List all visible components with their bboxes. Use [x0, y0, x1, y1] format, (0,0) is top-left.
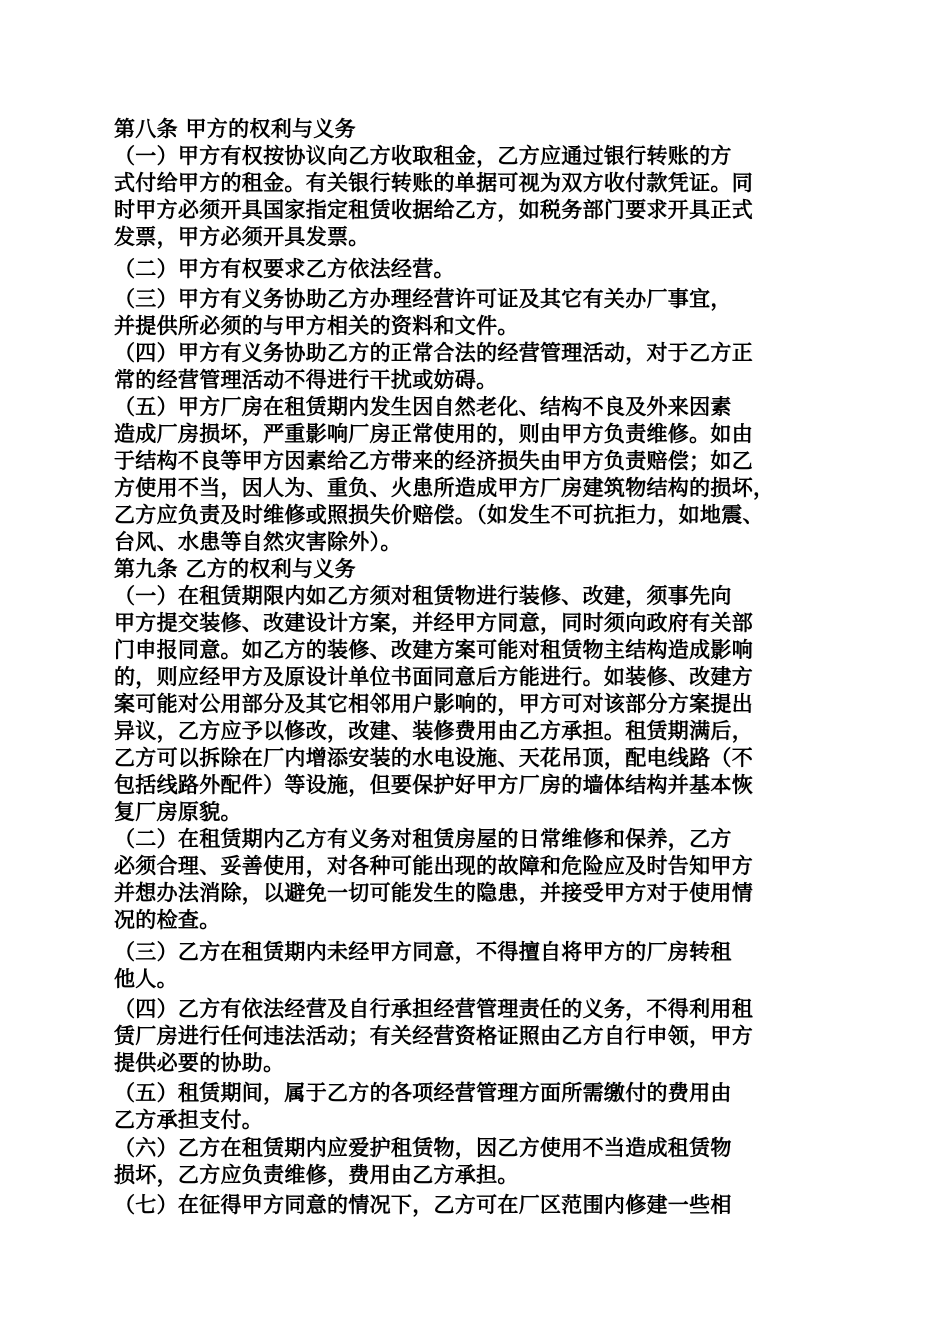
text-line: 式付给甲方的租金。有关银行转账的单据可视为双方收付款凭证。同 [114, 171, 753, 195]
text-line: 包括线路外配件）等设施，但要保护好甲方厂房的墙体结构并基本恢 [114, 773, 753, 797]
article-8-heading: 第八条 甲方的权利与义务 [114, 117, 356, 141]
text-line: 况的检查。 [114, 908, 221, 932]
text-line: 甲方提交装修、改建设计方案，并经甲方同意，同时须向政府有关部 [114, 611, 753, 635]
text-line: 赁厂房进行任何违法活动；有关经营资格证照由乙方自行申领，甲方 [114, 1024, 753, 1048]
text-line: （二）甲方有权要求乙方依法经营。 [114, 257, 455, 281]
text-line: 常的经营管理活动不得进行干扰或妨碍。 [114, 368, 498, 392]
article-9-heading: 第九条 乙方的权利与义务 [114, 557, 356, 581]
text-line: 复厂房原貌。 [114, 800, 242, 824]
text-line: 台风、水患等自然灾害除外）。 [114, 530, 402, 554]
text-line: （四）甲方有义务协助乙方的正常合法的经营管理活动，对于乙方正 [114, 341, 753, 365]
text-line: 于结构不良等甲方因素给乙方带来的经济损失由甲方负责赔偿；如乙 [114, 449, 753, 473]
text-line: 损坏，乙方应负责维修，费用由乙方承担。 [114, 1163, 519, 1187]
text-line: 并提供所必须的与甲方相关的资料和文件。 [114, 314, 519, 338]
text-line: 提供必要的协助。 [114, 1051, 285, 1075]
text-line: （三）甲方有义务协助乙方办理经营许可证及其它有关办厂事宜， [114, 287, 732, 311]
text-line: 门申报同意。如乙方的装修、改建方案可能对租赁物主结构造成影响 [114, 638, 753, 662]
text-line: 乙方可以拆除在厂内增添安装的水电设施、天花吊顶，配电线路（不 [114, 746, 753, 770]
text-line: （四）乙方有依法经营及自行承担经营管理责任的义务，不得利用租 [114, 997, 753, 1021]
text-line: 他人。 [114, 967, 178, 991]
text-line: 方使用不当，因人为、重负、火患所造成甲方厂房建筑物结构的损坏， [114, 476, 775, 500]
text-line: （五）甲方厂房在租赁期内发生因自然老化、结构不良及外来因素 [114, 395, 732, 419]
text-line: （二）在租赁期内乙方有义务对租赁房屋的日常维修和保养，乙方 [114, 827, 732, 851]
text-line: 时甲方必须开具国家指定租赁收据给乙方，如税务部门要求开具正式 [114, 198, 753, 222]
text-line: 并想办法消除，以避免一切可能发生的隐患，并接受甲方对于使用情 [114, 881, 753, 905]
text-line: （七）在征得甲方同意的情况下，乙方可在厂区范围内修建一些相 [114, 1193, 732, 1217]
text-line: 造成厂房损坏，严重影响厂房正常使用的，则由甲方负责维修。如由 [114, 422, 753, 446]
text-line: （一）甲方有权按协议向乙方收取租金，乙方应通过银行转账的方 [114, 144, 732, 168]
text-line: 的，则应经甲方及原设计单位书面同意后方能进行。如装修、改建方 [114, 665, 753, 689]
text-line: （三）乙方在租赁期内未经甲方同意，不得擅自将甲方的厂房转租 [114, 940, 732, 964]
text-line: 乙方承担支付。 [114, 1108, 264, 1132]
text-line: 案可能对公用部分及其它相邻用户影响的，甲方可对该部分方案提出 [114, 692, 753, 716]
text-line: （一）在租赁期限内如乙方须对租赁物进行装修、改建，须事先向 [114, 584, 732, 608]
text-line: （五）租赁期间，属于乙方的各项经营管理方面所需缴付的费用由 [114, 1081, 732, 1105]
text-line: 乙方应负责及时维修或照损失价赔偿。（如发生不可抗拒力，如地震、 [114, 503, 764, 527]
text-line: 异议，乙方应予以修改，改建、装修费用由乙方承担。租赁期满后， [114, 719, 753, 743]
text-line: 必须合理、妥善使用，对各种可能出现的故障和危险应及时告知甲方 [114, 854, 753, 878]
text-line: （六）乙方在租赁期内应爱护租赁物，因乙方使用不当造成租赁物 [114, 1136, 732, 1160]
text-line: 发票，甲方必须开具发票。 [114, 225, 370, 249]
